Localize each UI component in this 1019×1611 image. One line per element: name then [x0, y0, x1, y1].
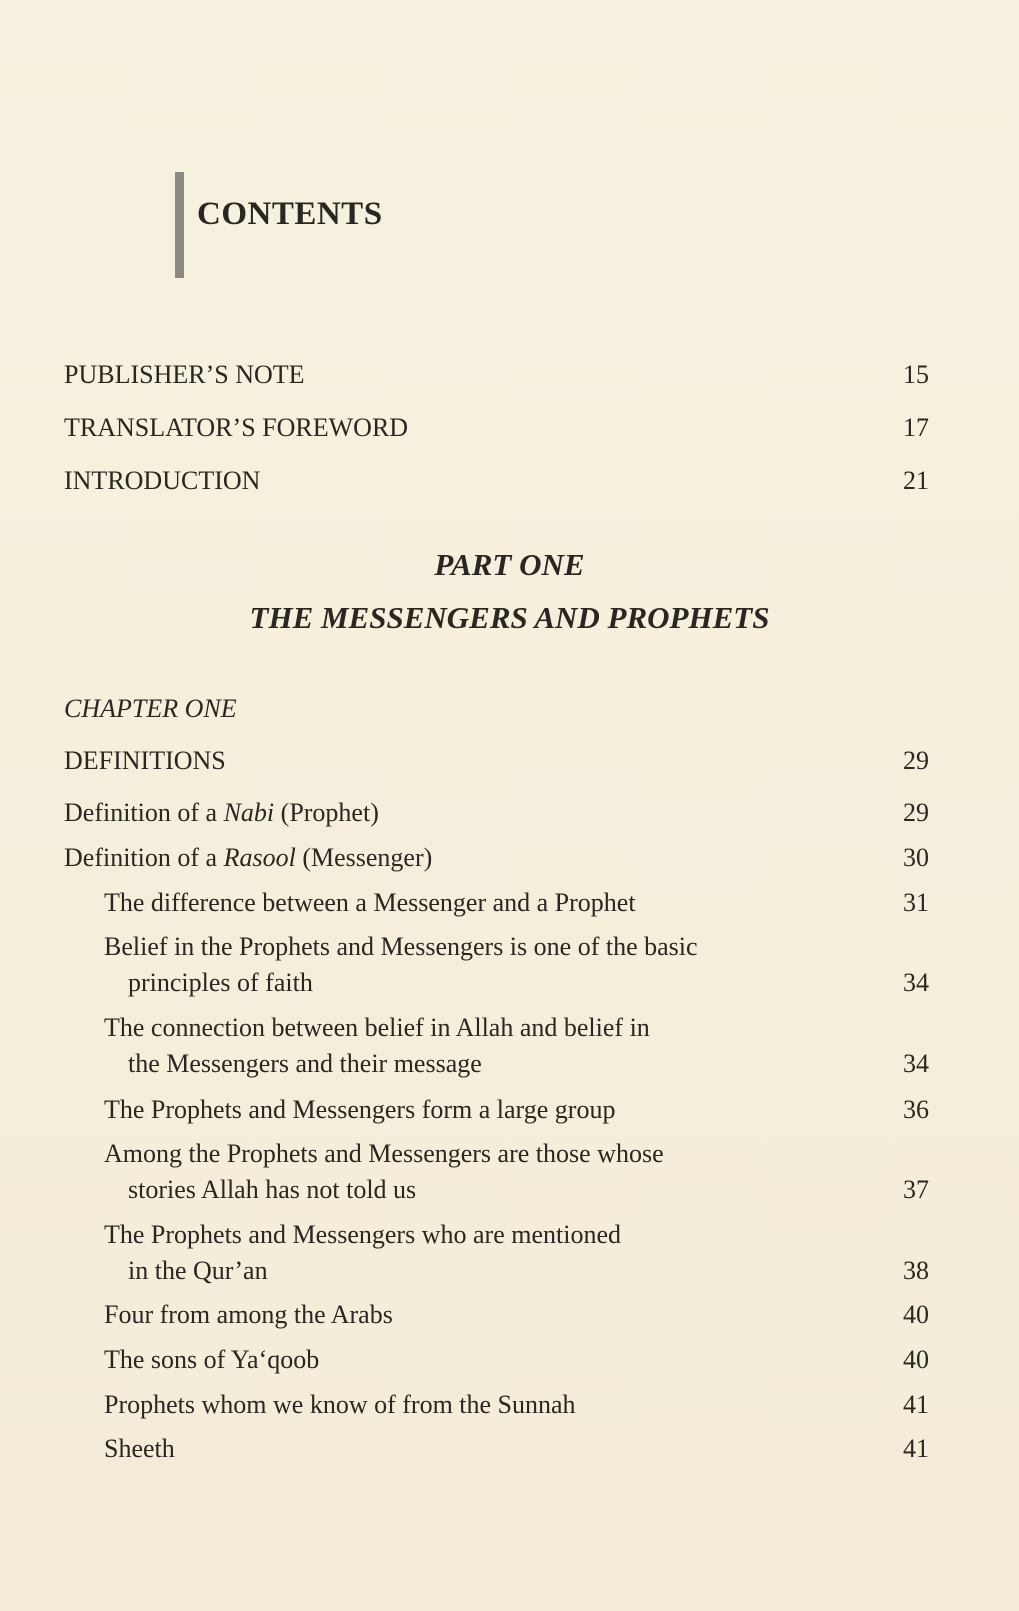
label-prefix: Definition of a [64, 843, 224, 872]
toc-entry-publishers-note [64, 360, 929, 390]
toc-subentry [104, 1345, 929, 1375]
toc-entry-label: TRANSLATOR’S FOREWORD [64, 413, 409, 442]
toc-page-number: 21 [903, 466, 929, 495]
toc-subentry [104, 932, 929, 962]
toc-subentry [104, 1013, 929, 1043]
toc-page-number: 40 [903, 1345, 929, 1374]
toc-page-number: 37 [903, 1175, 929, 1204]
toc-entry-label: The Prophets and Messengers form a large group [104, 1095, 616, 1124]
toc-subentry [104, 1300, 929, 1330]
toc-subentry [104, 1095, 929, 1125]
toc-entry-label [64, 843, 432, 872]
label-prefix: Definition of a [64, 798, 224, 827]
label-suffix: (Prophet) [274, 798, 379, 827]
chapter-label: CHAPTER ONE [64, 694, 237, 723]
toc-entry-label: The connection between belief in Allah and belief in [104, 1013, 650, 1042]
toc-page-number: 34 [903, 1049, 929, 1078]
toc-subentry-continuation: stories Allah has not told us [128, 1175, 417, 1204]
toc-page-number: 38 [903, 1256, 929, 1285]
toc-subentry [104, 1434, 929, 1464]
toc-subentry [104, 888, 929, 918]
toc-subentry-continuation: principles of faith [128, 968, 313, 997]
toc-entry-definition-nabi [64, 798, 929, 828]
toc-subentry [104, 1139, 929, 1169]
toc-page-number: 31 [903, 888, 929, 917]
toc-page-number: 34 [903, 968, 929, 997]
title-accent-bar [175, 172, 184, 278]
chapter-title: DEFINITIONS [64, 746, 226, 775]
part-number-heading: PART ONE [434, 547, 585, 582]
label-term: Nabi [223, 798, 275, 827]
toc-entry-label: Prophets whom we know of from the Sunnah [104, 1390, 576, 1419]
toc-subentry [104, 1220, 929, 1250]
label-suffix: (Messenger) [295, 843, 433, 872]
toc-entry-label: Sheeth [104, 1434, 175, 1463]
toc-page-number: 36 [903, 1095, 929, 1124]
toc-page-number: 30 [903, 843, 929, 872]
toc-page-number: 29 [903, 798, 929, 827]
toc-entry-label: The Prophets and Messengers who are mentioned [104, 1220, 621, 1249]
toc-subentry-continuation: the Messengers and their message [128, 1049, 482, 1078]
toc-entry-label: The difference between a Messenger and a Prophet [104, 888, 636, 917]
toc-page-number: 40 [903, 1300, 929, 1329]
toc-entry-translators-foreword [64, 413, 929, 443]
toc-entry-label: Four from among the Arabs [104, 1300, 393, 1329]
part-title-heading: THE MESSENGERS AND PROPHETS [249, 600, 770, 635]
toc-entry-introduction [64, 466, 929, 496]
toc-entry-label [64, 798, 379, 827]
toc-entry-label: The sons of Ya‘qoob [104, 1345, 320, 1374]
toc-entry-label: INTRODUCTION [64, 466, 261, 495]
page-title: CONTENTS [197, 196, 383, 232]
toc-entry-label: PUBLISHER’S NOTE [64, 360, 305, 389]
toc-entry-label: Belief in the Prophets and Messengers is one of the basic [104, 932, 698, 961]
toc-page-number: 41 [903, 1434, 929, 1463]
toc-entry-definitions [64, 746, 929, 776]
toc-page-number: 15 [903, 360, 929, 389]
toc-page-number: 29 [903, 746, 929, 775]
label-term: Rasool [223, 843, 296, 872]
toc-page-number: 17 [903, 413, 929, 442]
toc-page-number: 41 [903, 1390, 929, 1419]
toc-entry-label: Among the Prophets and Messengers are those whose [104, 1139, 664, 1168]
toc-subentry-continuation: in the Qur’an [128, 1256, 268, 1285]
toc-subentry [104, 1390, 929, 1420]
toc-entry-definition-rasool [64, 843, 929, 873]
